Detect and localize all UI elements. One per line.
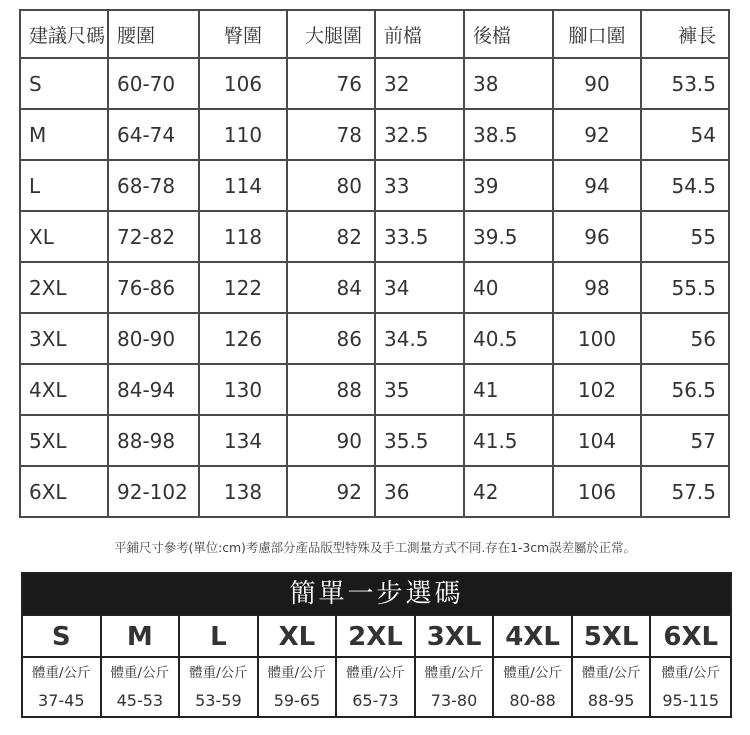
table-cell: 41 [464, 364, 553, 415]
table-cell: 60-70 [108, 58, 199, 109]
table-cell: 38.5 [464, 109, 553, 160]
table-cell: 2XL [20, 262, 108, 313]
table-cell: 33.5 [375, 211, 464, 262]
table-cell: 78 [287, 109, 375, 160]
table-cell: 80 [287, 160, 375, 211]
table-cell: 32 [375, 58, 464, 109]
table-cell: 56.5 [641, 364, 729, 415]
table-cell: 90 [553, 58, 641, 109]
table-cell: 94 [553, 160, 641, 211]
weight-range: 80-88 [494, 686, 573, 718]
table-cell: 34.5 [375, 313, 464, 364]
column-header: 前檔 [375, 10, 464, 58]
weight-range: 37-45 [23, 686, 102, 718]
quick-size-label: L [180, 614, 259, 656]
table-cell: 84-94 [108, 364, 199, 415]
column-header: 褲長 [641, 10, 729, 58]
table-cell: 33 [375, 160, 464, 211]
quick-size-label: S [23, 614, 102, 656]
quick-size-label: 5XL [573, 614, 652, 656]
table-row [20, 211, 729, 262]
table-row [20, 466, 729, 517]
table-cell: 57 [641, 415, 729, 466]
table-cell: 36 [375, 466, 464, 517]
table-cell: 98 [553, 262, 641, 313]
table-cell: 53.5 [641, 58, 729, 109]
table-row [20, 313, 729, 364]
column-header: 腰圍 [108, 10, 199, 58]
table-cell: 32.5 [375, 109, 464, 160]
weight-unit-label: 體重/公斤 [651, 656, 730, 686]
table-cell: 42 [464, 466, 553, 517]
size-table-header [20, 10, 729, 58]
table-row [20, 415, 729, 466]
table-cell: M [20, 109, 108, 160]
table-cell: 34 [375, 262, 464, 313]
quick-size-label: 4XL [494, 614, 573, 656]
table-cell: 54 [641, 109, 729, 160]
table-cell: 35 [375, 364, 464, 415]
table-cell: 92-102 [108, 466, 199, 517]
weight-unit-label: 體重/公斤 [102, 656, 181, 686]
table-cell: 39 [464, 160, 553, 211]
table-cell: 54.5 [641, 160, 729, 211]
table-cell: 104 [553, 415, 641, 466]
weight-range: 53-59 [180, 686, 259, 718]
table-row [20, 109, 729, 160]
table-cell: 57.5 [641, 466, 729, 517]
table-row [20, 58, 729, 109]
table-row [20, 364, 729, 415]
table-row [20, 160, 729, 211]
quick-select-grid [23, 614, 730, 718]
table-cell: 102 [553, 364, 641, 415]
table-cell: XL [20, 211, 108, 262]
table-cell: 90 [287, 415, 375, 466]
quick-size-select [21, 572, 732, 718]
quick-size-label: XL [259, 614, 338, 656]
table-cell: 134 [199, 415, 287, 466]
table-cell: 96 [553, 211, 641, 262]
table-cell: 40.5 [464, 313, 553, 364]
table-cell: 88-98 [108, 415, 199, 466]
column-header: 建議尺碼 [20, 10, 108, 58]
table-cell: 76-86 [108, 262, 199, 313]
weight-unit-label: 體重/公斤 [337, 656, 416, 686]
table-cell: 126 [199, 313, 287, 364]
column-header: 大腿圍 [287, 10, 375, 58]
table-cell: 118 [199, 211, 287, 262]
table-cell: 92 [287, 466, 375, 517]
measurement-note: 平鋪尺寸參考(單位:cm)考慮部分產品版型特殊及手工測量方式不同.存在1-3cm誤差屬於正常。 [114, 540, 636, 555]
table-cell: 40 [464, 262, 553, 313]
weight-range: 45-53 [102, 686, 181, 718]
weight-range: 95-115 [662, 691, 720, 710]
table-cell: 106 [199, 58, 287, 109]
weight-unit-label: 體重/公斤 [23, 656, 102, 686]
quick-size-label: 2XL [337, 614, 416, 656]
table-cell: 38 [464, 58, 553, 109]
weight-range: 73-80 [416, 686, 495, 718]
weight-unit-label: 體重/公斤 [494, 656, 573, 686]
table-cell: 76 [287, 58, 375, 109]
weight-unit-label: 體重/公斤 [416, 656, 495, 686]
table-cell: 5XL [20, 415, 108, 466]
table-cell: 122 [199, 262, 287, 313]
table-cell: 35.5 [375, 415, 464, 466]
table-cell: 106 [553, 466, 641, 517]
table-cell: 68-78 [108, 160, 199, 211]
table-cell: 39.5 [464, 211, 553, 262]
quick-select-title: 簡單一步選碼 [23, 574, 730, 614]
table-cell: 55 [641, 211, 729, 262]
weight-range: 88-95 [573, 686, 652, 718]
table-cell: 100 [553, 313, 641, 364]
column-header: 臀圍 [199, 10, 287, 58]
table-cell: 3XL [20, 313, 108, 364]
weight-unit-label: 體重/公斤 [180, 656, 259, 686]
table-row [20, 262, 729, 313]
quick-size-label: M [102, 614, 181, 656]
table-cell: 86 [287, 313, 375, 364]
table-cell: 114 [199, 160, 287, 211]
table-cell: S [20, 58, 108, 109]
table-cell: 138 [199, 466, 287, 517]
table-cell: 82 [287, 211, 375, 262]
column-header: 腳口圍 [553, 10, 641, 58]
table-cell: 41.5 [464, 415, 553, 466]
quick-size-label: 3XL [416, 614, 495, 656]
table-cell: 56 [641, 313, 729, 364]
weight-unit-label: 體重/公斤 [573, 656, 652, 686]
column-header: 後檔 [464, 10, 553, 58]
table-cell: 84 [287, 262, 375, 313]
weight-unit-label: 體重/公斤 [259, 656, 338, 686]
table-cell: 6XL [20, 466, 108, 517]
weight-range: 65-73 [337, 686, 416, 718]
size-chart-table [19, 9, 730, 518]
table-cell: 80-90 [108, 313, 199, 364]
quick-size-label: 6XL [651, 614, 730, 656]
weight-range: 59-65 [259, 686, 338, 718]
table-cell: 55.5 [641, 262, 729, 313]
table-cell: 110 [199, 109, 287, 160]
table-cell: L [20, 160, 108, 211]
table-cell: 88 [287, 364, 375, 415]
table-cell: 4XL [20, 364, 108, 415]
table-cell: 130 [199, 364, 287, 415]
table-cell: 92 [553, 109, 641, 160]
table-cell: 72-82 [108, 211, 199, 262]
table-cell: 64-74 [108, 109, 199, 160]
